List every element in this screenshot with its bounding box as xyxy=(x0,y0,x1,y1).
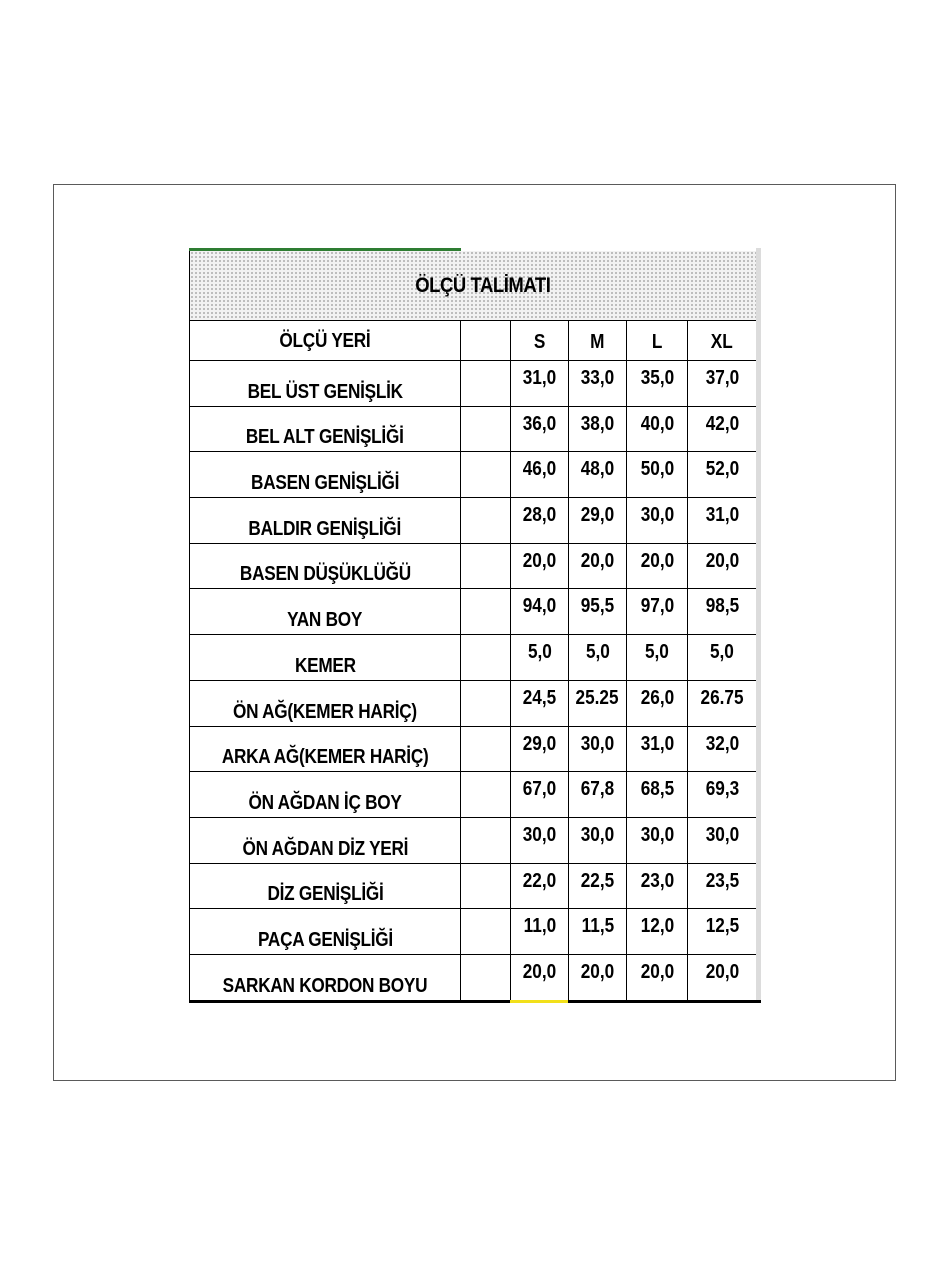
value-cell xyxy=(569,680,627,726)
measurement-value: 11,5 xyxy=(581,915,614,938)
measurement-label: ÖN AĞDAN DİZ YERİ xyxy=(242,837,408,860)
measurement-label: ÖN AĞDAN İÇ BOY xyxy=(248,791,402,814)
measurement-value: 12,5 xyxy=(705,915,739,938)
table-row xyxy=(190,498,757,544)
blank-cell xyxy=(461,817,511,863)
blank-cell xyxy=(461,909,511,955)
measurement-value: 26.75 xyxy=(700,686,744,709)
measurement-value: 42,0 xyxy=(705,412,739,435)
value-cell xyxy=(627,406,688,452)
value-cell xyxy=(569,954,627,1000)
measurement-cell xyxy=(190,452,461,498)
measurement-value: 40,0 xyxy=(640,412,674,435)
value-cell xyxy=(569,589,627,635)
measurement-value: 20,0 xyxy=(705,549,739,572)
measurement-cell xyxy=(190,726,461,772)
measurement-value: 26,0 xyxy=(640,686,674,709)
size-label: M xyxy=(590,331,605,353)
value-cell xyxy=(688,635,757,681)
value-cell xyxy=(511,498,569,544)
value-cell xyxy=(688,680,757,726)
measurement-label: BALDIR GENİŞLİĞİ xyxy=(248,517,402,540)
measurement-value: 52,0 xyxy=(705,458,739,481)
measurement-value: 94,0 xyxy=(522,595,557,618)
value-cell xyxy=(627,772,688,818)
measurement-value: 46,0 xyxy=(522,458,557,481)
table-row xyxy=(190,452,757,498)
measurement-value: 30,0 xyxy=(522,823,557,846)
value-cell xyxy=(569,361,627,407)
measurement-cell xyxy=(190,543,461,589)
blank-cell xyxy=(461,321,511,361)
value-cell xyxy=(569,863,627,909)
measurement-value: 37,0 xyxy=(705,367,739,389)
value-cell xyxy=(688,772,757,818)
blank-cell xyxy=(461,863,511,909)
value-cell xyxy=(569,498,627,544)
measurement-cell xyxy=(190,406,461,452)
measurement-value: 22,5 xyxy=(580,869,615,892)
table-row xyxy=(190,589,757,635)
chart-title: ÖLÇÜ TALİMATI xyxy=(415,273,551,297)
header-size-m xyxy=(569,321,627,361)
value-cell xyxy=(688,543,757,589)
value-cell xyxy=(688,406,757,452)
value-cell xyxy=(688,954,757,1000)
value-cell xyxy=(627,635,688,681)
measurement-cell xyxy=(190,361,461,407)
value-cell xyxy=(688,452,757,498)
measurement-cell xyxy=(190,498,461,544)
measurement-value: 97,0 xyxy=(640,595,674,618)
measurement-value: 5,0 xyxy=(527,641,552,664)
measurement-value: 33,0 xyxy=(580,367,615,389)
sheet-right-edge xyxy=(756,248,761,1003)
value-cell xyxy=(511,726,569,772)
measurement-label: BEL ALT GENİŞLİĞİ xyxy=(246,426,404,449)
value-cell xyxy=(627,361,688,407)
value-cell xyxy=(627,452,688,498)
value-cell xyxy=(511,635,569,681)
value-cell xyxy=(627,863,688,909)
size-chart-sheet xyxy=(189,248,761,1004)
measurement-value: 50,0 xyxy=(640,458,674,481)
measurement-value: 30,0 xyxy=(640,504,674,527)
measurement-label: SARKAN KORDON BOYU xyxy=(222,974,428,997)
measurement-value: 20,0 xyxy=(522,549,557,572)
value-cell xyxy=(511,589,569,635)
measurement-value: 30,0 xyxy=(705,823,739,846)
measurement-value: 22,0 xyxy=(522,869,557,892)
table-row xyxy=(190,909,757,955)
measurement-value: 35,0 xyxy=(640,367,674,389)
value-cell xyxy=(569,726,627,772)
size-table-body xyxy=(190,321,757,1001)
measurement-value: 69,3 xyxy=(705,778,739,801)
size-table xyxy=(189,320,757,1001)
table-row xyxy=(190,954,757,1000)
value-cell xyxy=(688,863,757,909)
table-row xyxy=(190,772,757,818)
header-label-cell xyxy=(190,321,461,361)
measurement-value: 67,0 xyxy=(522,778,557,801)
measurement-value: 67,8 xyxy=(580,778,615,801)
value-cell xyxy=(627,680,688,726)
measurement-value: 5,0 xyxy=(710,641,734,664)
measurement-value: 29,0 xyxy=(522,732,557,755)
measurement-value: 25.25 xyxy=(575,686,620,709)
value-cell xyxy=(511,361,569,407)
measurement-cell xyxy=(190,954,461,1000)
value-cell xyxy=(688,909,757,955)
value-cell xyxy=(627,726,688,772)
measurement-label: PAÇA GENİŞLİĞİ xyxy=(257,928,393,951)
table-row xyxy=(190,680,757,726)
table-row xyxy=(190,543,757,589)
table-row xyxy=(190,635,757,681)
measurement-label: DİZ GENİŞLİĞİ xyxy=(266,883,384,906)
table-bottom-border xyxy=(189,1000,761,1003)
measurement-value: 29,0 xyxy=(580,504,615,527)
blank-cell xyxy=(461,543,511,589)
measurement-label: KEMER xyxy=(294,654,356,677)
value-cell xyxy=(627,817,688,863)
size-label: L xyxy=(651,331,663,353)
measurement-cell xyxy=(190,635,461,681)
measurement-value: 20,0 xyxy=(580,960,615,983)
measurement-value: 20,0 xyxy=(640,960,674,983)
measurement-label: YAN BOY xyxy=(287,609,363,632)
measurement-value: 20,0 xyxy=(522,960,557,983)
size-label: S xyxy=(533,331,546,353)
blank-cell xyxy=(461,589,511,635)
value-cell xyxy=(688,726,757,772)
value-cell xyxy=(511,406,569,452)
value-cell xyxy=(627,954,688,1000)
measurement-value: 5,0 xyxy=(585,641,610,664)
header-size-l xyxy=(627,321,688,361)
measurement-value: 36,0 xyxy=(522,412,557,435)
value-cell xyxy=(627,498,688,544)
blank-cell xyxy=(461,635,511,681)
header-size-xl xyxy=(688,321,757,361)
size-label: XL xyxy=(711,331,733,353)
header-size-s xyxy=(511,321,569,361)
measurement-value: 5,0 xyxy=(645,641,669,664)
measurement-label: ARKA AĞ(KEMER HARİÇ) xyxy=(221,746,429,769)
measurement-value: 20,0 xyxy=(705,960,739,983)
measurement-value: 30,0 xyxy=(580,732,615,755)
measurement-value: 32,0 xyxy=(705,732,739,755)
measurement-value: 31,0 xyxy=(522,367,557,389)
value-cell xyxy=(688,498,757,544)
measurement-value: 68,5 xyxy=(640,778,674,801)
title-cell xyxy=(189,251,756,320)
value-cell xyxy=(569,406,627,452)
value-cell xyxy=(569,543,627,589)
measurement-value: 20,0 xyxy=(580,549,615,572)
measurement-value: 30,0 xyxy=(640,823,674,846)
cell-highlight-mark xyxy=(510,1000,568,1003)
measurement-value: 31,0 xyxy=(640,732,674,755)
value-cell xyxy=(688,589,757,635)
table-header-row xyxy=(190,321,757,361)
value-cell xyxy=(511,954,569,1000)
measurement-value: 11,0 xyxy=(523,915,556,938)
measurement-value: 95,5 xyxy=(580,595,615,618)
measurement-cell xyxy=(190,680,461,726)
value-cell xyxy=(511,680,569,726)
blank-cell xyxy=(461,361,511,407)
measurement-cell xyxy=(190,909,461,955)
value-cell xyxy=(511,817,569,863)
value-cell xyxy=(511,909,569,955)
measurement-cell xyxy=(190,863,461,909)
blank-cell xyxy=(461,680,511,726)
measurement-label: BASEN DÜŞÜKLÜĞÜ xyxy=(239,563,411,586)
blank-cell xyxy=(461,452,511,498)
table-row xyxy=(190,817,757,863)
table-row xyxy=(190,726,757,772)
measurement-value: 20,0 xyxy=(640,549,674,572)
value-cell xyxy=(688,817,757,863)
measurement-value: 31,0 xyxy=(705,504,739,527)
value-cell xyxy=(569,909,627,955)
measurement-value: 38,0 xyxy=(580,412,615,435)
header-label: ÖLÇÜ YERİ xyxy=(279,330,371,352)
value-cell xyxy=(569,817,627,863)
measurement-value: 28,0 xyxy=(522,504,557,527)
table-row xyxy=(190,361,757,407)
measurement-value: 30,0 xyxy=(580,823,615,846)
measurement-value: 98,5 xyxy=(705,595,739,618)
value-cell xyxy=(511,543,569,589)
measurement-label: BEL ÜST GENİŞLİK xyxy=(247,380,403,403)
measurement-cell xyxy=(190,589,461,635)
measurement-label: ÖN AĞ(KEMER HARİÇ) xyxy=(233,700,417,723)
value-cell xyxy=(688,361,757,407)
value-cell xyxy=(627,909,688,955)
value-cell xyxy=(627,543,688,589)
value-cell xyxy=(511,772,569,818)
value-cell xyxy=(569,772,627,818)
measurement-value: 23,0 xyxy=(640,869,674,892)
value-cell xyxy=(511,863,569,909)
measurement-value: 24,5 xyxy=(522,686,557,709)
blank-cell xyxy=(461,498,511,544)
measurement-label: BASEN GENİŞLİĞİ xyxy=(250,472,400,495)
table-row xyxy=(190,406,757,452)
measurement-cell xyxy=(190,772,461,818)
measurement-value: 48,0 xyxy=(580,458,615,481)
blank-cell xyxy=(461,726,511,772)
value-cell xyxy=(627,589,688,635)
blank-cell xyxy=(461,954,511,1000)
value-cell xyxy=(511,452,569,498)
measurement-cell xyxy=(190,817,461,863)
measurement-value: 12,0 xyxy=(640,915,674,938)
value-cell xyxy=(569,635,627,681)
blank-cell xyxy=(461,406,511,452)
value-cell xyxy=(569,452,627,498)
table-row xyxy=(190,863,757,909)
blank-cell xyxy=(461,772,511,818)
measurement-value: 23,5 xyxy=(705,869,739,892)
